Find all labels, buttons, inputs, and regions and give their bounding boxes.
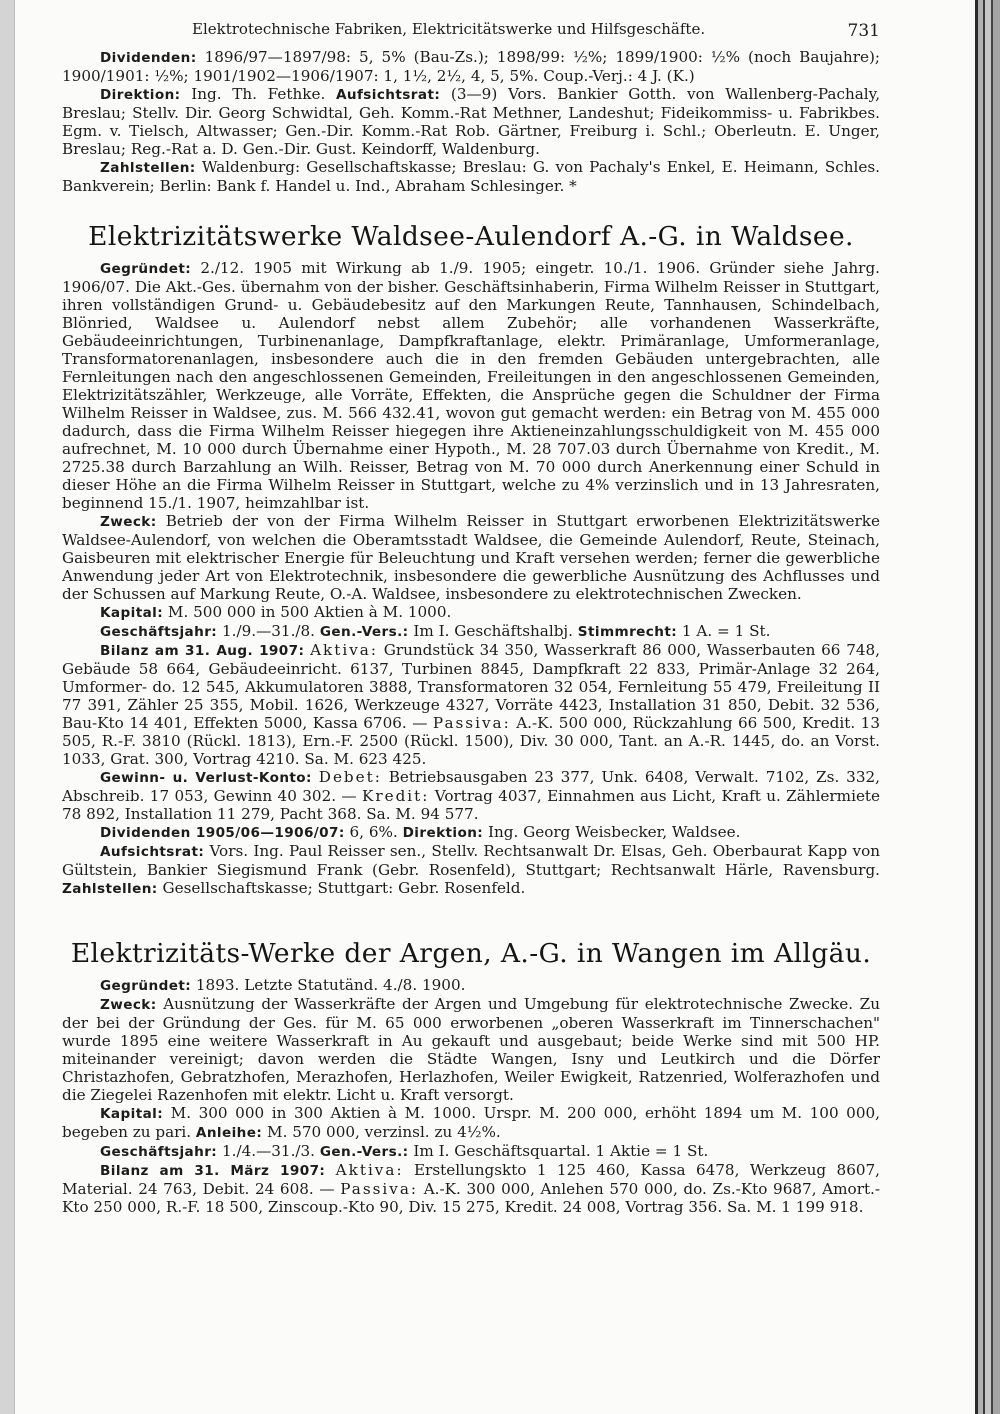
text-direktion: Ing. Th. Fethke. (191, 85, 326, 103)
text-zahlstellen: Waldenburg: Gesellschaftskasse; Breslau: G. von Pachaly's Enkel, E. Heimann, Schles. Bankverein; Berlin: Bank f. Handel u. Ind., Abraham Schlesinger. * (62, 158, 880, 195)
entry-gegruendet (62, 259, 880, 512)
text-aufsichtsrat: Vors. Ing. Paul Reisser sen., Stellv. Rechtsanwalt Dr. Elsas, Geh. Oberbaurat Kapp von Gültstein, Bankier Siegismund Frank (Gebr. Rosenfeld), Stuttgart; Rechtsanwalt Härle, Ravensburg. (62, 842, 881, 879)
label-gegruendet: Gegründet: (100, 261, 192, 277)
text-zweck: Ausnützung der Wasserkräfte der Argen und Umgebung für elektrotechnische Zwecke. Zu der bei der Gründung der Ges. für M. 65 000 erworbenen „oberen Wasserkraft im Tinnerschachen" wurde 1895 eine weitere Wasserkraft in Au gekauft und ausgebaut; beide Werke sind mit 500 HP. miteinander vereinigt; davon werden die Städte Wangen, Isny und Leutkirch und die Dörfer Christazhofen, Gebratzhofen, Merazhofen, Herlazhofen, Weiler Ewigkeit, Ratzenried, Wolferazhofen und die Ziegelei Razenhofen mit elektr. Licht u. Kraft versorgt. (62, 995, 880, 1104)
text-anleihe: M. 570 000, verzinsl. zu 4½%. (267, 1123, 501, 1141)
label-anleihe: Anleihe: (195, 1125, 263, 1141)
page-number: 731 (847, 21, 880, 41)
label-aktiva: Aktiva: (310, 641, 378, 659)
text-aktiva: Grundstück 34 350, Wasserkraft 86 000, Wasserbauten 66 748, Gebäude 58 664, Gebäudeeinricht. 6137, Turbinen 8845, Dampfkraft 22 833, Primär-Anlage 32 264, Umformer- do. 12 545, Akkumulatoren 3888, Transformatoren 32 054, Fernleitung 55 479, Freileitung II 77 391, Zähler 25 355, Mobil. 1626, Werkzeuge 4327, Vorräte 4423, Installation 31 850, Debit. 32 536, Bau-Kto 14 401, Effekten 5000, Kassa 6706. — (62, 641, 881, 732)
text-gegruendet: 1893. Letzte Statutänd. 4./8. 1900. (195, 976, 466, 994)
label-genvers: Gen.-Vers.: (319, 624, 409, 640)
label-gegruendet: Gegründet: (100, 978, 192, 994)
text-genvers: Im I. Geschäftsquartal. (413, 1142, 591, 1160)
text-kapital: M. 500 000 in 500 Aktien à M. 1000. (167, 603, 452, 621)
text-geschaeftsjahr: 1./9.—31./8. (221, 622, 316, 640)
label-zweck: Zweck: (100, 997, 157, 1013)
heading-argen-wangen: Elektrizitäts-Werke der Argen, A.-G. in Wangen im Allgäu. (70, 938, 872, 969)
text-passiva: A.-K. 500 000, Rückzahlung 66 500, Kredit. 13 505, R.-F. 3810 (Rückl. 1813), Ern.-F. 2500 (Rückl. 1500), Div. 30 000, Tant. an A.-R. 1445, do. an Vorst. 1033, Grat. 300, Vortrag 4210. Sa. M. 623 425. (62, 714, 880, 768)
label-passiva: Passiva: (432, 714, 511, 732)
text-direktion: Ing. Georg Weisbecker, Waldsee. (487, 823, 741, 841)
label-debet: Debet: (318, 768, 382, 786)
label-gewinn-verlust: Gewinn- u. Verlust-Konto: (100, 770, 312, 786)
label-kapital: Kapital: (100, 605, 164, 621)
entry-kapital (62, 1104, 880, 1142)
label-dividenden: Dividenden 1905/06—1906/07: (100, 825, 345, 841)
label-bilanz: Bilanz am 31. Aug. 1907: (100, 643, 305, 659)
label-stimmrecht: Stimmrecht: (577, 624, 678, 640)
label-zahlstellen: Zahlstellen: (62, 881, 158, 897)
entry-geschaeftsjahr (62, 622, 880, 641)
previous-entry (62, 48, 880, 195)
entry-geschaeftsjahr (62, 1142, 880, 1161)
text-stimmrecht: 1 A. = 1 St. (681, 622, 771, 640)
entry-zweck (62, 512, 880, 603)
text-dividenden: 1896/97—1897/98: 5, 5% (Bau-Zs.); 1898/99: ½%; 1899/1900: ½% (noch Baujahre); 1900/1901: ½%; 1901/1902—1906/1907: 1, 1½, 2½, 4, 5, 5%. Coup.-Verj.: 4 J. (K.) (62, 48, 880, 85)
label-aktiva: Aktiva: (335, 1161, 404, 1179)
running-title: Elektrotechnische Fabriken, Elektricitätswerke und Hilfsgeschäfte. (192, 20, 706, 38)
text-gegruendet: 2./12. 1905 mit Wirkung ab 1./9. 1905; eingetr. 10./1. 1906. Gründer siehe Jahrg. 1906/07. Die Akt.-Ges. übernahm von der bisher. Geschäftsinhaberin, Firma Wilhelm Reisser in Stuttgart, ihren vollständigen Grund- u. Gebäudebesitz auf den Markungen Reute, Tannhausen, Schindelbach, Blönried, Waldsee u. Aulendorf nebst allem Zubehör; alle vorhandenen Wasserkräfte, Gebäudeeinrichtungen, Turbinenanlage, Dampfkraftanlage, elektr. Primäranlage, Umformeranlage, Transformatorenanlagen, insbesondere auch die in den fremden Gebäuden untergebrachten, alle Fernleitungen nach den angeschlossenen Gemeinden, Freileitungen in den angeschlossenen Gemeinden, Elektrizitätszähler, Werkzeuge, alle Vorräte, Effekten, die Ansprüche gegen die Schuldner der Firma Wilhelm Reisser in Waldsee, zus. M. 566 432.41, wovon gut gemacht werden: ein Betrag von M. 455 000 dadurch, dass die Firma Wilhelm Reisser hiegegen ihre Aktieneinzahlungsschuldigkeit von M. 455 000 aufrechnet, M. 10 000 durch Übernahme einer Hypoth., M. 28 707.03 durch Übernahme von Kredit., M. 2725.38 durch Barzahlung an Wilh. Reisser, Betrag von M. 70 000 durch Anerkennung einer Schuld in dieser Höhe an die Firma Wilhelm Reisser in Stuttgart, welche zu 4% verzinslich und in 13 Jahresraten, beginnend 15./1. 1907, heimzahlbar ist. (62, 259, 880, 512)
label-geschaeftsjahr: Geschäftsjahr: (100, 624, 218, 640)
label-zweck: Zweck: (100, 514, 157, 530)
label-dividenden: Dividenden: (100, 50, 197, 66)
text-passiva: A.-K. 300 000, Anlehen 570 000, do. Zs.-Kto 9687, Amort.-Kto 250 000, R.-F. 18 500, Zinscoup.-Kto 90, Div. 15 275, Kredit. 24 008, Vortrag 356. Sa. M. 1 199 918. (62, 1180, 881, 1216)
text-aktiva: Erstellungskto 1 125 460, Kassa 6478, Werkzeug 8607, Material. 24 763, Debit. 24 608. — (62, 1161, 881, 1198)
entry-bilanz (62, 1161, 880, 1216)
entry-gegruendet (62, 976, 880, 995)
entry-zweck (62, 995, 880, 1104)
label-passiva: Passiva: (340, 1180, 419, 1198)
entry-dividenden (62, 48, 880, 85)
entry-gewinn-verlust (62, 768, 880, 823)
label-direktion: Direktion: (402, 825, 484, 841)
entry-argen-wangen (62, 976, 880, 1216)
entry-waldsee-aulendorf (62, 259, 880, 898)
entry-kapital (62, 603, 880, 622)
book-spine (975, 0, 1000, 1414)
text-kapital: M. 300 000 in 300 Aktien à M. 1000. Urspr. M. 200 000, erhöht 1894 um M. 100 000, begeben zu pari. (62, 1104, 880, 1141)
label-geschaeftsjahr: Geschäftsjahr: (100, 1144, 218, 1160)
text-genvers: Im I. Geschäftshalbj. (413, 622, 573, 640)
text-debet: Betriebsausgaben 23 377, Unk. 6408, Verwalt. 7102, Zs. 332, Abschreib. 17 053, Gewinn 40 302. — (62, 768, 880, 805)
left-page-edge (0, 0, 15, 1414)
entry-zahlstellen (62, 158, 880, 195)
text-stimmrecht: 1 Aktie = 1 St. (595, 1142, 709, 1160)
heading-waldsee-aulendorf: Elektrizitätswerke Waldsee-Aulendorf A.-G. in Waldsee. (88, 221, 854, 252)
entry-aufsichtsrat (62, 842, 880, 898)
label-kredit: Kredit: (361, 787, 430, 805)
text-dividenden: 6, 6%. (349, 823, 398, 841)
label-aufsichtsrat: Aufsichtsrat: (335, 87, 441, 103)
label-aufsichtsrat: Aufsichtsrat: (100, 844, 205, 860)
running-header (62, 20, 880, 48)
page-content (62, 20, 880, 1216)
label-direktion: Direktion: (100, 87, 181, 103)
label-bilanz: Bilanz am 31. März 1907: (100, 1163, 326, 1179)
text-zweck: Betrieb der von der Firma Wilhelm Reisser in Stuttgart erworbenen Elektrizitätswerke Waldsee-Aulendorf, von welchen die Oberamtsstadt Waldsee, die Gemeinde Aulendorf, Reute, Steinach, Gaisbeuren mit elektrischer Energie für Beleuchtung und Kraft versehen werden; ferner die gewerbliche Anwendung jeder Art von Elektrotechnik, insbesondere die gewerbliche Ausnützung des Achflusses und der Schussen auf Markung Reute, O.-A. Waldsee, insbesondere zu elektrotechnischen Zwecken. (62, 512, 880, 603)
text-kredit: Vortrag 4037, Einnahmen aus Licht, Kraft u. Zählermiete 78 892, Installation 11 279, Pacht 368. Sa. M. 94 577. (62, 787, 881, 823)
text-zahlstellen: Gesellschaftskasse; Stuttgart: Gebr. Rosenfeld. (162, 879, 526, 897)
label-genvers: Gen.-Vers.: (319, 1144, 409, 1160)
entry-bilanz (62, 641, 880, 768)
entry-direktion (62, 85, 880, 158)
label-kapital: Kapital: (100, 1106, 164, 1122)
text-geschaeftsjahr: 1./4.—31./3. (221, 1142, 316, 1160)
text-aufsichtsrat: (3—9) Vors. Bankier Gotth. von Wallenberg-Pachaly, Breslau; Stellv. Dir. Georg Schwidtal, Geh. Komm.-Rat Methner, Landeshut; Fideikommiss- u. Fabrikbes. Egm. v. Tielsch, Altwasser; Gen.-Dir. Komm.-Rat Rob. Gärtner, Freiburg i. Schl.; Oberleutn. E. Unger, Breslau; Reg.-Rat a. D. Gen.-Dir. Gust. Keindorff, Waldenburg. (62, 85, 881, 158)
label-zahlstellen: Zahlstellen: (100, 160, 196, 176)
entry-dividenden-direktion (62, 823, 880, 842)
